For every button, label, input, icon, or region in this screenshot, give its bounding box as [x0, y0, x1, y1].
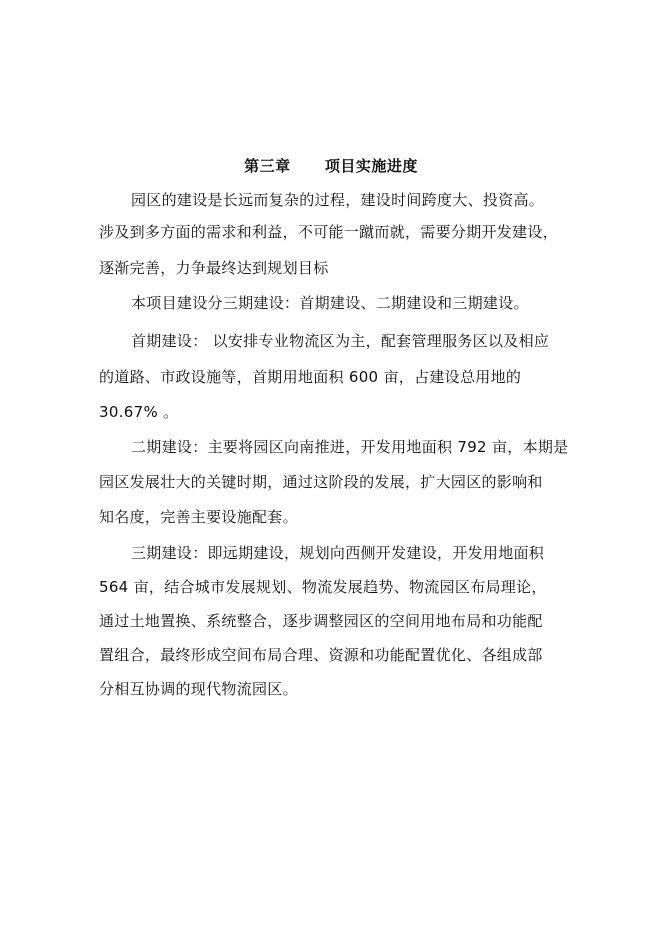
paragraph-line: 园区发展壮大的关键时期，通过这阶段的发展，扩大园区的影响和 — [99, 473, 543, 491]
paragraph-line: 首期建设： 以安排专业物流区为主，配套管理服务区以及相应 — [131, 332, 550, 350]
paragraph-line: 涉及到多方面的需求和利益，不可能一蹴而就，需要分期开发建设， — [99, 223, 559, 241]
paragraph-line: 置组合，最终形成空间布局合理、资源和功能配置优化、各组成部 — [99, 646, 543, 664]
paragraph-line: 二期建设：主要将园区向南推进，开发用地面积 792 亩，本期是 — [131, 438, 569, 456]
paragraph-line: 的道路、市政设施等，首期用地面积 600 亩，占建设总用地的 — [99, 368, 522, 386]
paragraph-line: 通过土地置换、系统整合，逐步调整园区的空间用地布局和功能配 — [99, 612, 543, 630]
paragraph-line: 三期建设：即远期建设，规划向西侧开发建设，开发用地面积 — [131, 544, 545, 562]
paragraph-line: 知名度，完善主要设施配套。 — [99, 508, 298, 526]
paragraph-line: 分相互协调的现代物流园区。 — [99, 680, 298, 698]
paragraph-line: 本项目建设分三期建设：首期建设、二期建设和三期建设。 — [131, 294, 529, 312]
paragraph-line: 30.67% 。 — [99, 403, 179, 421]
paragraph-line: 564 亩，结合城市发展规划、物流发展趋势、物流园区布局理论， — [99, 578, 547, 596]
paragraph-line: 逐渐完善，力争最终达到规划目标 — [99, 259, 329, 277]
chapter-heading: 第三章 项目实施进度 — [244, 157, 418, 175]
paragraph-line: 园区的建设是长远而复杂的过程，建设时间跨度大、投资高。 — [131, 191, 545, 209]
